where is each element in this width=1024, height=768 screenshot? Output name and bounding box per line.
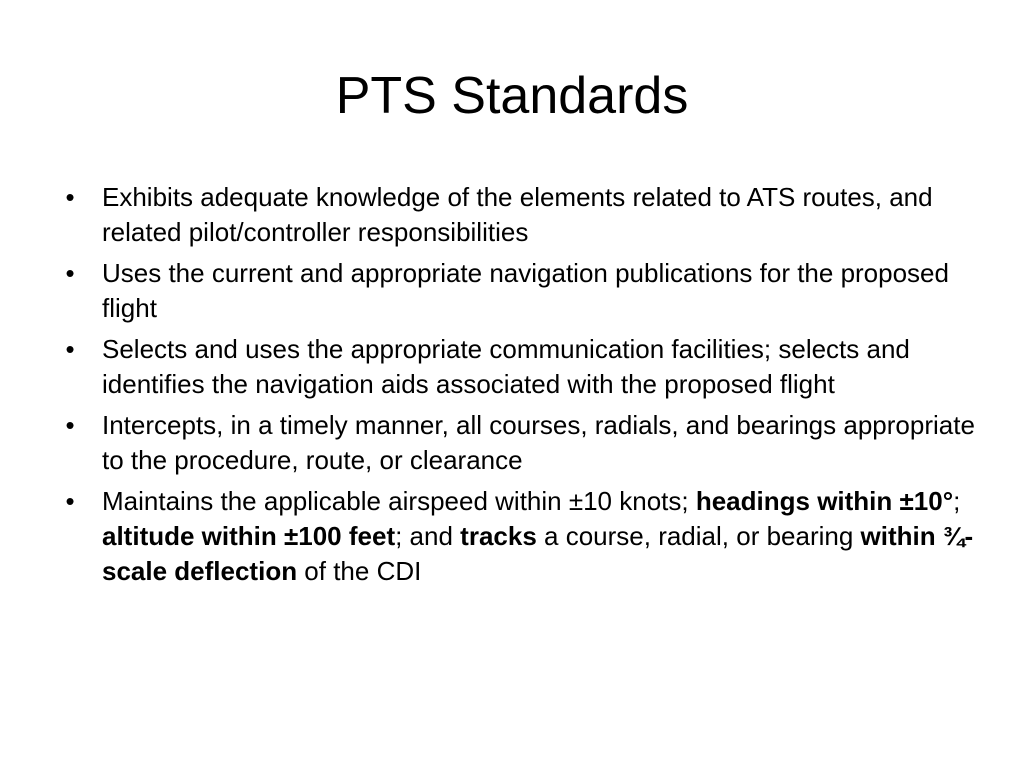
bullet-icon: • <box>65 334 75 364</box>
slide-title: PTS Standards <box>335 67 689 125</box>
bullet-text-bold-altitude: altitude within ±100 feet <box>102 521 396 551</box>
bullet-icon: • <box>65 410 75 440</box>
bullet-item <box>60 484 980 589</box>
bullet-list <box>60 180 980 595</box>
bullet-text-segment: ; <box>953 486 961 516</box>
bullet-icon: • <box>65 486 75 516</box>
bullet-item <box>60 332 980 402</box>
bullet-item <box>60 408 980 478</box>
bullet-text-segment: Maintains the applicable airspeed within ±10 knots; <box>102 486 696 516</box>
bullet-text-bold-deflection: within ¾-scale deflection <box>102 521 974 586</box>
bullet-text-segment: of the CDI <box>297 556 422 586</box>
bullet-icon: • <box>65 182 75 212</box>
bullet-text: Selects and uses the appropriate communication facilities; selects and identifies the navigation aids associated with the proposed flight <box>102 334 910 399</box>
bullet-text: Exhibits adequate knowledge of the elements related to ATS routes, and related pilot/controller responsibilities <box>102 182 933 247</box>
bullet-text: Uses the current and appropriate navigation publications for the proposed flight <box>102 258 949 323</box>
bullet-text <box>102 486 973 586</box>
bullet-icon: • <box>65 258 75 288</box>
bullet-text-bold-tracks: tracks <box>460 521 537 551</box>
bullet-text-segment: a course, radial, or bearing <box>536 521 861 551</box>
bullet-item <box>60 256 980 326</box>
bullet-text-segment: ; and <box>395 521 461 551</box>
bullet-text-bold-headings: headings within ±10° <box>695 486 954 516</box>
bullet-text: Intercepts, in a timely manner, all courses, radials, and bearings appropriate to the procedure, route, or clearance <box>102 410 975 475</box>
bullet-item <box>60 180 980 250</box>
